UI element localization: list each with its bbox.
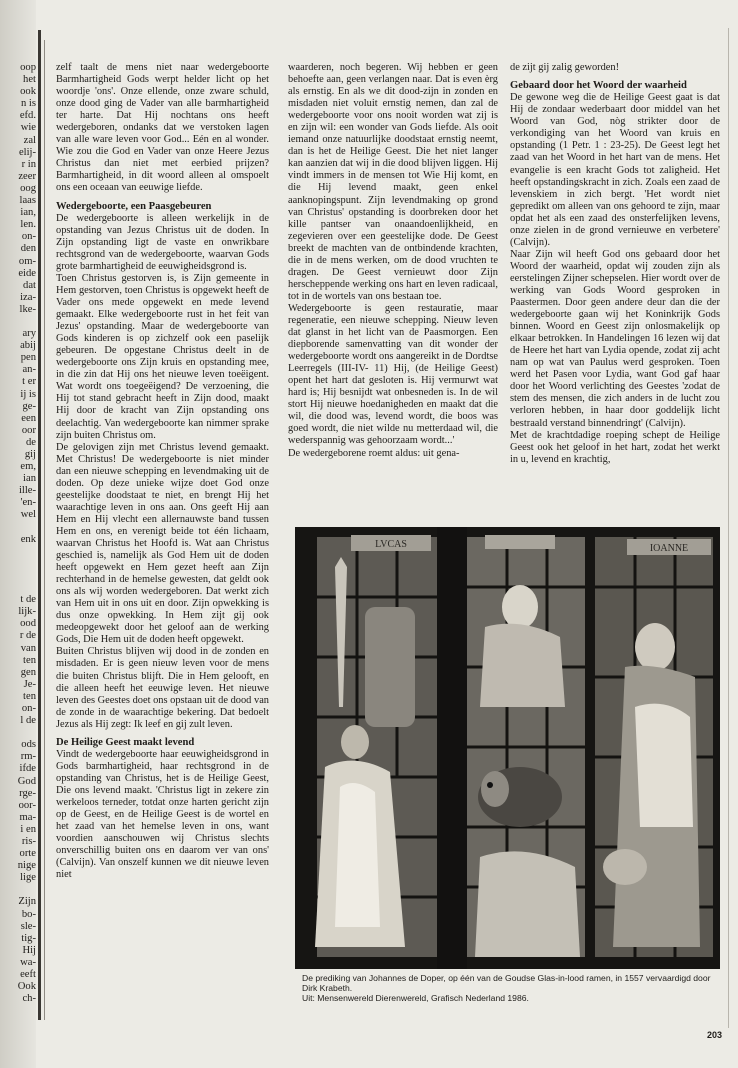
edge-fragment: den (20, 243, 36, 255)
edge-fragment: ch- (22, 993, 36, 1005)
edge-fragment (2, 558, 36, 570)
edge-fragment: i en (20, 823, 36, 835)
edge-fragment: abij (20, 340, 36, 352)
edge-fragment: l de (20, 715, 36, 727)
edge-fragment: gij (24, 449, 36, 460)
edge-fragment: ris- (21, 836, 36, 847)
section-heading-heilige-geest: De Heilige Geest maakt levend (56, 736, 195, 748)
edge-fragment: em, (20, 461, 36, 473)
paragraph: de zijt gij zalig geworden! (510, 62, 620, 73)
page-spine-inner (44, 40, 45, 1020)
paragraph: Wedergeboorte is geen restauratie, maar regeneratie, een nieuwe schepping. Nieuw leven dat glanst in het licht van de Paasmorgen. Een diepborende samenvatting van dit wonder der wedergeboorte wordt ons aangereikt in de Dordtse Leerregels (III-IV- 11) Hij, (de Heilige Geest) opent het hart dat gesloten is. Hij vermurwt wat hard is; Hij besnijdt wat onbesneden is. In de wil stort Hij nieuwe hoedanigheden en maakt dat die wil, die dood was, levend wordt, die boos was goed wordt, die niet wilde nu metterdaad wil, die wederspannig was gehoorzaam wordt...' (288, 302, 498, 447)
edge-fragment: tig- (21, 932, 36, 944)
edge-fragment: rm- (20, 751, 36, 763)
edge-fragment: t de (20, 594, 36, 606)
section-heading-woord-der-waarheid: Gebaard door het Woord der waarheid (510, 80, 687, 92)
paragraph: Naar Zijn wil heeft God ons gebaard door het Woord der waarheid, opdat wij zouden zijn als eerstelingen Zijner schepselen. Hier wordt over de werking van Gods Woord gesproken in Paastermen. Door geen andere deur dan die der wedergeboorte gaan wij het Koninkrijk Gods binnen. Woord en Geest zijn onlosmakelijk op elkaar betrokken. In Handelingen 16 lezen wij dat de Heere het hart van Lydia opende, zodat zij acht nam op wat van Paulus werd gesproken. Toen werd het Pasen voor Lydia, want God gaf haar door het Woord verlichting des Geestes 'zodat de stem des mensen, die zich anders in de lucht zou verloren hebben, in haar door goddelijk licht bestraald verstand binnendringt' (Calvijn). (510, 248, 720, 429)
edge-fragment: ods (21, 739, 36, 751)
edge-fragment (2, 570, 36, 582)
edge-fragment: Je- (23, 678, 36, 690)
edge-fragment: een (21, 412, 36, 424)
edge-fragment: ten (23, 654, 36, 666)
edge-fragment: het (23, 74, 36, 86)
edge-fragment: an- (22, 364, 36, 376)
photo-caption (302, 973, 720, 1003)
edge-fragment: laas (19, 195, 36, 207)
edge-fragment: ian (23, 473, 36, 485)
paragraph: zelf taalt de mens niet naar wedergeboorte Barmhartigheid Gods werpt helder licht op het woordje 'ons'. Onze ellende, onze zware schuld, onze dood ging de Vader van alle barmhartigheid ter harte. Dat Hij nochtans ons heeft wedergeboren, ondanks dat we verstoken lagen van alle ware leven voor God... Eén en al wonder. Wie zou die God en Vader van onze Heere Jezus Christus dan niet met eerbied prijzen? Barmhartigheid, in dit woord alleen al omspoelt ons een oceaan van eeuwige liefde. (56, 62, 269, 194)
edge-fragment: God (17, 775, 36, 787)
edge-fragment: ij is (20, 388, 36, 400)
edge-fragment (2, 316, 36, 328)
edge-fragment: iza- (20, 291, 36, 303)
edge-fragment: lijk- (18, 606, 36, 618)
edge-fragment: wa- (20, 956, 36, 968)
edge-fragment: oog (20, 182, 36, 194)
edge-fragment: len. (20, 219, 36, 231)
banner-left-text: LVCAS (375, 539, 407, 550)
edge-fragment: oor- (18, 799, 36, 811)
edge-fragment: Hij (22, 944, 36, 956)
page-number: 203 (707, 1030, 723, 1040)
edge-fragment: wel (20, 509, 36, 521)
edge-fragment: n is (20, 98, 36, 110)
edge-fragment: elij- (18, 146, 36, 158)
edge-fragment: ian, (20, 207, 36, 219)
edge-fragment: pen (20, 352, 36, 364)
edge-fragment: ille- (18, 485, 36, 497)
paragraph: Vindt de wedergeboorte haar eeuwigheidsgrond in Gods barmhartigheid, haar rechtsgrond in de opstanding van Christus, het is de Heilige Geest, Die ons levend maakt. 'Christus ligt in zekere zin werkeloos terneder, totdat onze harten gericht zijn op de Geest, en de Heilige Geest is de wortel en het zaad van het hemelse leven in ons, want voordien aanschouwen wij Christus slechts onverschillig buiten ons en daarom ver van ons' (Calvijn). Van onszelf kunnen we dit nieuwe leven niet (56, 748, 269, 881)
caption-line-1: De prediking van Johannes de Doper, op één van de Goudse Glas-in-lood ramen, in 1557 vervaardigd door Dirk Krabeth. (302, 973, 711, 993)
edge-fragment: rge- (19, 787, 36, 799)
edge-fragment: 'en- (20, 497, 36, 509)
edge-fragment: t er (22, 376, 36, 388)
edge-fragment: on- (21, 231, 36, 243)
edge-fragment: r de (19, 630, 36, 642)
section-heading-paasgebeuren: Wedergeboorte, een Paasgebeuren (56, 200, 212, 212)
edge-fragment: enk (20, 533, 36, 545)
paragraph: waarderen, noch begeren. Wij hebben er geen behoefte aan, geen verlangen naar. Dat is even èrg als ernstig. En als we dit dood-zijn in zonden en misdaden niet voluit ernstig nemen, dan zal de wedergeboorte voor ons nooit worden wat zij is en zijn wil: een wonder van Gods liefde. Als ooit iemand onze natuurlijke doodstaat ernstig neemt, dan is het de Heilige Geest. Die het niet langer kan aanzien dat wij in die dood blijven liggen. Hij vindt immers in de mensen tot Wie Hij komt, en die Hij levend maakt, geen enkel aanknopingspunt. Zijn levendmaking op grond van Christus' opstanding is doorbreken door het kille pantser van onaandoenlijkheid, en zegevieren over een geestelijke dode. De Geest breekt de machten van de ontbindende krachten, die in de mens werken, om de dood vruchten te dragen. De Geest vernieuwt door Zijn herscheppende werking ons hart en leven radicaal, tot in de wortels van ons bestaan toe. (288, 62, 498, 302)
page-spine (38, 30, 41, 1020)
paragraph: Toen Christus gestorven is, is Zijn gemeente in Hem gestorven, toen Christus is opgewekt heeft de Vader ons mede opgewekt en mede levend gemaakt. Elke wedergeboorte rust in het feit van Jezus' opstanding. Maar de wedergeboorte van Gods kinderen is op zichzelf ook een paselijk gebeuren. De opgestane Christus deelt in de wedergeboorte ons Zijn kruis en opstanding mee, in die zin dat Hij ons het nieuwe leven toeëigent. Wat wordt ons toegeëigend? De verzoening, die Hij tot stand gebracht heeft in Zijn dood, maakt Hij door de kracht van Zijn opstanding ons deelachtig. Van wedergeboorte kan nimmer sprake zijn buiten Christus om. (56, 272, 269, 441)
edge-fragment (2, 546, 36, 558)
edge-fragment (2, 884, 36, 896)
edge-fragment: Zijn (18, 896, 36, 908)
edge-fragment: van (20, 642, 36, 654)
text-column-1 (56, 62, 269, 881)
paragraph: De gelovigen zijn met Christus levend gemaakt. Met Christus! De wedergeboorte is niet minder dan een nieuwe schepping en levendmaking uit de doden. Op deze unieke wijze doet God onze geestelijke doodstaat te niet, en brengt Hij het waarachtige leven in ons aan. Ons geeft Hij aan Hem en Hij vlecht een allernauwste band tussen Hem en ons, en verenigt beide tot één lichaam, waarvan Christus het Hoofd is. Wat aan Christus geschied is, namelijk als God Hem uit de doden heeft opgewekt en Hem gezet heeft aan Zijn rechterhand in de hemelse gewesten, dat geldt ook ons als wij worden wedergeboren. Dat werkt zich van Hem uit in ons uit en door. Zijn opwekking is dus onze opwekking. In Hem zijt gij ook medeopgewekt door het geloof aan de werking Gods, Die Hem uit de doden heeft opgewekt. (56, 441, 269, 646)
stained-glass-photo (295, 527, 720, 969)
facing-page-edge-text (2, 62, 36, 1022)
edge-fragment: ood (20, 618, 36, 630)
edge-fragment (2, 522, 36, 534)
edge-fragment: r in (21, 158, 36, 170)
edge-fragment (2, 582, 36, 594)
edge-fragment (2, 727, 36, 739)
edge-fragment: ge- (22, 400, 36, 412)
edge-fragment: Ook (17, 981, 36, 993)
edge-fragment: oop (20, 62, 36, 73)
edge-fragment: ma- (19, 811, 36, 823)
text-column-3 (510, 62, 720, 466)
paragraph: Met de krachtdadige roeping schept de Heilige Geest ook het geloof in het hart, zodat het werkt in u, levend en krachtig, (510, 429, 720, 465)
edge-fragment: ary (22, 328, 36, 340)
edge-fragment: dat (23, 279, 36, 291)
banner-right-text: IOANNE (649, 543, 689, 554)
edge-fragment: zal (23, 134, 36, 146)
edge-fragment: orte (19, 848, 36, 860)
edge-fragment: lige (20, 872, 36, 884)
edge-fragment: efd. (19, 110, 36, 122)
edge-fragment: ten (23, 690, 36, 702)
edge-fragment: ook (20, 86, 36, 98)
paragraph: De wedergeboorte is alleen werkelijk in de opstanding van Jezus Christus uit de doden. In Zijn opstanding ligt de vaste en onwrikbare rechtsgrond van de wedergeboorte, waarvan Gods grote barmhartigheid de eeuwigheidsgrond is. (56, 212, 269, 272)
text-column-2 (288, 62, 498, 460)
edge-fragment: eeft (20, 969, 36, 981)
edge-fragment: ifde (19, 763, 36, 775)
paragraph: Buiten Christus blijven wij dood in de zonden en misdaden. Er is geen nieuw leven voor de mens die buiten Christus blijft. Die in Hem gelooft, en die alleen heeft het eeuwige leven. Het nieuwe leven des Geestes doet ons opstaan uit de dood van de zonde in de waarachtige bekering. Dat bedoelt Jezus als Hij zegt: Ik leef en gij zult leven. (56, 646, 269, 730)
edge-fragment: gen (20, 666, 36, 678)
edge-fragment: oor (21, 424, 36, 436)
edge-fragment: de (26, 436, 36, 448)
edge-fragment: sle- (20, 920, 36, 932)
paragraph: De gewone weg die de Heilige Geest gaat is dat Hij de zondaar wederbaart door middel van het Woord van God, nòg strikter door de verkondiging van het Woord van kruis en opstanding (1 Petr. 1 : 23-25). De Geest legt het zaad van het Woord in het hart van de mens. Het evangelie is een kracht Gods tot zaligheid. Het heeft opstandingskracht in zich. Zoals een zaad de levenskiem in zich bergt. 'Het wordt niet gepredikt om alleen van ons gehoord te zijn, maar opdat het als een zaad des onsterfelijken levens, onze zielen in de grond vernieuwe en verbetere' (Calvijn). (510, 92, 720, 248)
edge-fragment: nige (17, 860, 36, 872)
edge-fragment: zeer (18, 170, 36, 182)
edge-fragment: lke- (19, 303, 36, 315)
page-right-edge (728, 28, 729, 1028)
edge-fragment: om- (18, 255, 36, 267)
edge-fragment: eide (18, 267, 36, 279)
caption-line-2: Uit: Mensenwereld Dierenwereld, Grafisch Nederland 1986. (302, 993, 529, 1003)
edge-fragment: on- (21, 702, 36, 714)
edge-fragment: bo- (21, 908, 36, 920)
edge-fragment: wie (20, 122, 36, 134)
paragraph: De wedergeborene roemt aldus: uit gena- (288, 447, 460, 459)
